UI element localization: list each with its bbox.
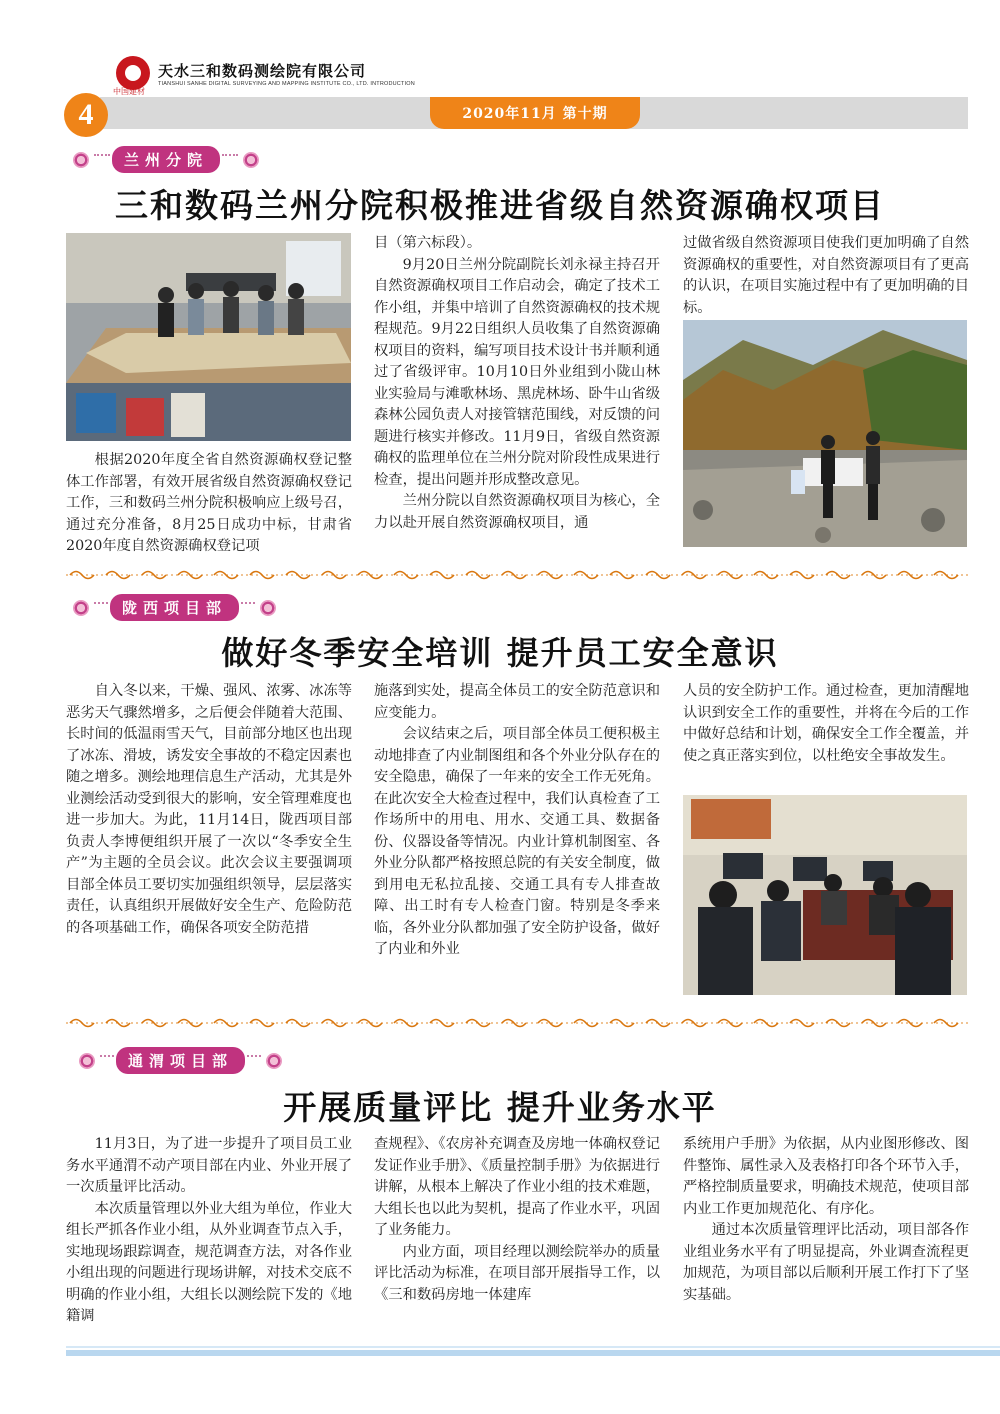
article-3-column-3: [683, 1134, 969, 1306]
meeting-room-photo: [66, 233, 351, 441]
paragraph: 过做省级自然资源项目使我们更加明确了自然资源确权的重要性，对自然资源项目有了更高的认识，在项目实施过程中有了更加明确的目标。: [683, 235, 969, 316]
footer-rule: [66, 1346, 1000, 1348]
field-survey-photo: [683, 320, 967, 547]
section-label-text: 陇西项目部: [110, 594, 239, 621]
flower-icon: [70, 597, 92, 619]
vine-ornament: [222, 154, 238, 166]
section-label-text: 兰州分院: [112, 146, 220, 173]
section-label-tongwei: [76, 1047, 285, 1074]
flower-icon: [70, 149, 92, 171]
company-name-english: TIANSHUI SANHE DIGITAL SURVEYING AND MAPPING INSTITUTE CO., LTD. INTRODUCTION: [158, 81, 415, 87]
paragraph: 目（第六标段）。: [374, 235, 482, 251]
issue-date: 2020年11月 第十期: [430, 97, 640, 129]
page-number: 4: [64, 93, 108, 137]
paragraph: 内业方面，项目经理以测绘院举办的质量评比活动为标准，在项目部开展指导工作，以《三和数码房地一体建库: [374, 1243, 660, 1303]
vine-ornament: [100, 1055, 114, 1067]
paragraph: 通过本次质量管理评比活动，项目部各作业组业务水平有了明显提高，外业调查流程更加规范，为项目部以后顺利开展工作打下了坚实基础。: [683, 1222, 969, 1303]
flower-icon: [257, 597, 279, 619]
paragraph: 系统用户手册》为依据，从内业图形修改、图件整饰、属性录入及表格打印各个环节入手，严格控制质量要求，明确技术规范，使项目部内业工作更加规范化、有序化。: [683, 1136, 969, 1217]
section-divider: [66, 1015, 970, 1029]
company-logo-icon: [116, 56, 150, 90]
article-3-column-1: [66, 1134, 352, 1328]
article-2-column-3: [683, 681, 969, 767]
article-1-column-1: [66, 450, 352, 558]
section-label-lanzhou: [70, 146, 262, 173]
flower-icon: [76, 1050, 98, 1072]
paragraph: 兰州分院以自然资源确权项目为核心，全力以赴开展自然资源确权项目，通: [374, 493, 660, 531]
paragraph: 施落到实处，提高全体员工的安全防范意识和应变能力。: [374, 683, 660, 721]
article-1-column-3: [683, 233, 969, 319]
logo-subtitle: 中国建材: [113, 87, 145, 96]
section-divider: [66, 567, 970, 581]
section-label-text: 通渭项目部: [116, 1047, 245, 1074]
paragraph: 根据2020年度全省自然资源确权登记整体工作部署，有效开展省级自然资源确权登记工作，三和数码兰州分院积极响应上级号召，通过充分准备，8月25日成功中标，甘肃省2020年度自然资源确权登记项: [66, 452, 352, 554]
paragraph: 9月20日兰州分院副院长刘永禄主持召开自然资源确权项目工作启动会，确定了技术工作小组，并集中培训了自然资源确权的技术规程规范。9月22日组织人员收集了自然资源确权项目的资料，编写项目技术设计书并顺利通过了省级评审。10月10日外业组到小陇山林业实验局与滩歌林场、黑虎林场、卧牛山省级森林公园负责人对接管辖范围线，对反馈的问题进行核实并修改。11月9日，省级自然资源确权的监理单位在兰州分院对阶段性成果进行检查，提出问题并形成整改意见。: [374, 256, 660, 488]
paragraph: 本次质量管理以外业大组为单位，作业大组长严抓各作业小组，从外业调查节点入手，实地现场跟踪调查，规范调查方法，对各作业小组出现的问题进行现场讲解，对技术交底不明确的作业小组，大组长以测绘院下发的《地籍调: [66, 1200, 352, 1324]
vine-ornament: [94, 602, 108, 614]
section-label-longxi: [70, 594, 279, 621]
footer-rule: [66, 1350, 1000, 1356]
flower-icon: [263, 1050, 285, 1072]
company-name: 天水三和数码测绘院有限公司: [158, 62, 367, 80]
article-2-column-1: [66, 681, 352, 939]
paragraph: 查规程》、《农房补充调查及房地一体确权登记发证作业手册》、《质量控制手册》为依据进行讲解，从根本上解决了作业小组的技术难题，大组长也以此为契机，提高了作业水平，巩固了业务能力。: [374, 1136, 660, 1238]
article-title: 三和数码兰州分院积极推进省级自然资源确权项目: [115, 186, 885, 225]
paragraph: 会议结束之后，项目部全体员工便积极主动地排查了内业制图组和各个外业分队存在的安全隐患，确保了一年来的安全工作无死角。在此次安全大检查过程中，我们认真检查了工作场所中的用电、用水、交通工具、数据备份、仪器设备等情况。内业计算机制图室、各外业分队都严格按照总院的有关安全制度，做到用电无私拉乱接、交通工具有专人排查故障、出工时有专人检查门窗。特别是冬季来临，各外业分队都加强了安全防护设备，做好了内业和外业: [374, 726, 660, 957]
paragraph: 人员的安全防护工作。通过检查，更加清醒地认识到安全工作的重要性，并将在今后的工作中做好总结和计划，确保安全工作全覆盖，并使之真正落实到位，以杜绝安全事故发生。: [683, 683, 969, 764]
paragraph: 自入冬以来，干燥、强风、浓雾、冰冻等恶劣天气骤然增多，之后便会伴随着大范围、长时间的低温雨雪天气，目前部分地区也出现了冰冻、滑坡，诱发安全事故的不稳定因素也随之增多。测绘地理信息生产活动，尤其是外业测绘活动受到很大的影响，安全管理难度也进一步加大。为此，11月14日，陇西项目部负责人李博便组织开展了一次以“冬季安全生产”为主题的全员会议。此次会议主要强调项目部全体员工要切实加强组织领导，层层落实责任，认真组织开展做好安全生产、危险防范的各项基础工作，确保各项安全防范措: [66, 683, 352, 936]
vine-ornament: [241, 602, 255, 614]
flower-icon: [240, 149, 262, 171]
vine-ornament: [94, 154, 110, 166]
paragraph: 11月3日，为了进一步提升了项目员工业务水平通渭不动产项目部在内业、外业开展了一次质量评比活动。: [66, 1136, 352, 1195]
article-1-column-2: [374, 233, 660, 534]
article-title: 做好冬季安全培训 提升员工安全意识: [221, 634, 779, 672]
article-title: 开展质量评比 提升业务水平: [283, 1088, 717, 1127]
vine-ornament: [247, 1055, 261, 1067]
safety-meeting-photo: [683, 795, 967, 995]
article-3-column-2: [374, 1134, 660, 1306]
article-2-column-2: [374, 681, 660, 961]
